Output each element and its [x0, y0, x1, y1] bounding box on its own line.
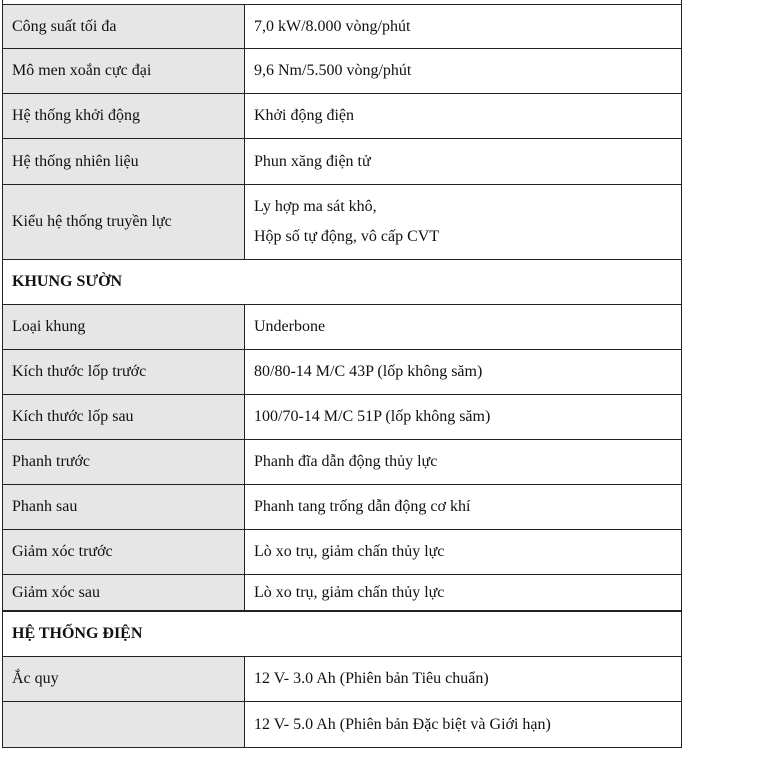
value-line: Khởi động điện: [254, 107, 355, 124]
table-row: [2, 139, 682, 185]
table-row: [2, 350, 682, 395]
row-label: [3, 702, 245, 747]
row-value: Phanh đĩa dẫn động thủy lực: [254, 453, 438, 470]
row-label: Giảm xóc trước: [3, 530, 245, 574]
section-title: HỆ THỐNG ĐIỆN: [12, 625, 143, 642]
table-row: [2, 305, 682, 350]
row-value: 12 V- 5.0 Ah (Phiên bản Đặc biệt và Giới hạn): [254, 715, 551, 733]
table-row: [2, 575, 682, 611]
row-label: Phanh sau: [3, 485, 245, 529]
row-value: Lò xo trụ, giảm chấn thủy lực: [254, 543, 445, 560]
value-line: Phun xăng điện tử: [254, 152, 371, 170]
row-value: [245, 94, 681, 138]
row-label: Kích thước lốp trước: [3, 350, 245, 394]
row-label: Loại khung: [3, 305, 245, 349]
row-value: Phanh tang trống dẫn động cơ khí: [254, 498, 471, 515]
table-row: [2, 94, 682, 139]
section-title: KHUNG SƯỜN: [12, 273, 123, 290]
row-value: Lò xo trụ, giảm chấn thủy lực: [254, 583, 445, 601]
value-line: Ly hợp ma sát khô,: [254, 198, 377, 215]
value-line: 9,6 Nm/5.500 vòng/phút: [254, 62, 412, 79]
row-value: [245, 139, 681, 184]
table-row: [2, 530, 682, 575]
row-label: Giảm xóc sau: [3, 575, 245, 610]
row-value: Underbone: [254, 318, 326, 335]
table-row: [2, 4, 682, 49]
row-label: Kích thước lốp sau: [3, 395, 245, 439]
row-label: Kiểu hệ thống truyền lực: [3, 185, 245, 259]
row-label: Hệ thống nhiên liệu: [3, 139, 245, 184]
row-label: Hệ thống khởi động: [3, 94, 245, 138]
table-row: [2, 440, 682, 485]
row-value: 100/70-14 M/C 51P (lốp không săm): [254, 408, 491, 425]
row-value: [245, 5, 681, 48]
table-row: [2, 485, 682, 530]
section-header-chassis: [2, 260, 682, 305]
row-value: [245, 185, 681, 259]
table-row: [2, 49, 682, 94]
table-row: [2, 657, 682, 702]
table-row: [2, 395, 682, 440]
section-header-electrical: [2, 611, 682, 657]
value-line: 7,0 kW/8.000 vòng/phút: [254, 17, 411, 35]
row-label: Phanh trước: [3, 440, 245, 484]
value-line: Hộp số tự động, vô cấp CVT: [254, 228, 440, 245]
row-value: 80/80-14 M/C 43P (lốp không săm): [254, 363, 483, 380]
table-row: [2, 185, 682, 260]
row-value: 12 V- 3.0 Ah (Phiên bản Tiêu chuẩn): [254, 670, 489, 687]
row-label: Mô men xoắn cực đại: [3, 49, 245, 93]
row-label: Công suất tối đa: [3, 5, 245, 48]
row-value: [245, 49, 681, 93]
table-row: [2, 702, 682, 748]
row-label: Ắc quy: [3, 657, 245, 701]
